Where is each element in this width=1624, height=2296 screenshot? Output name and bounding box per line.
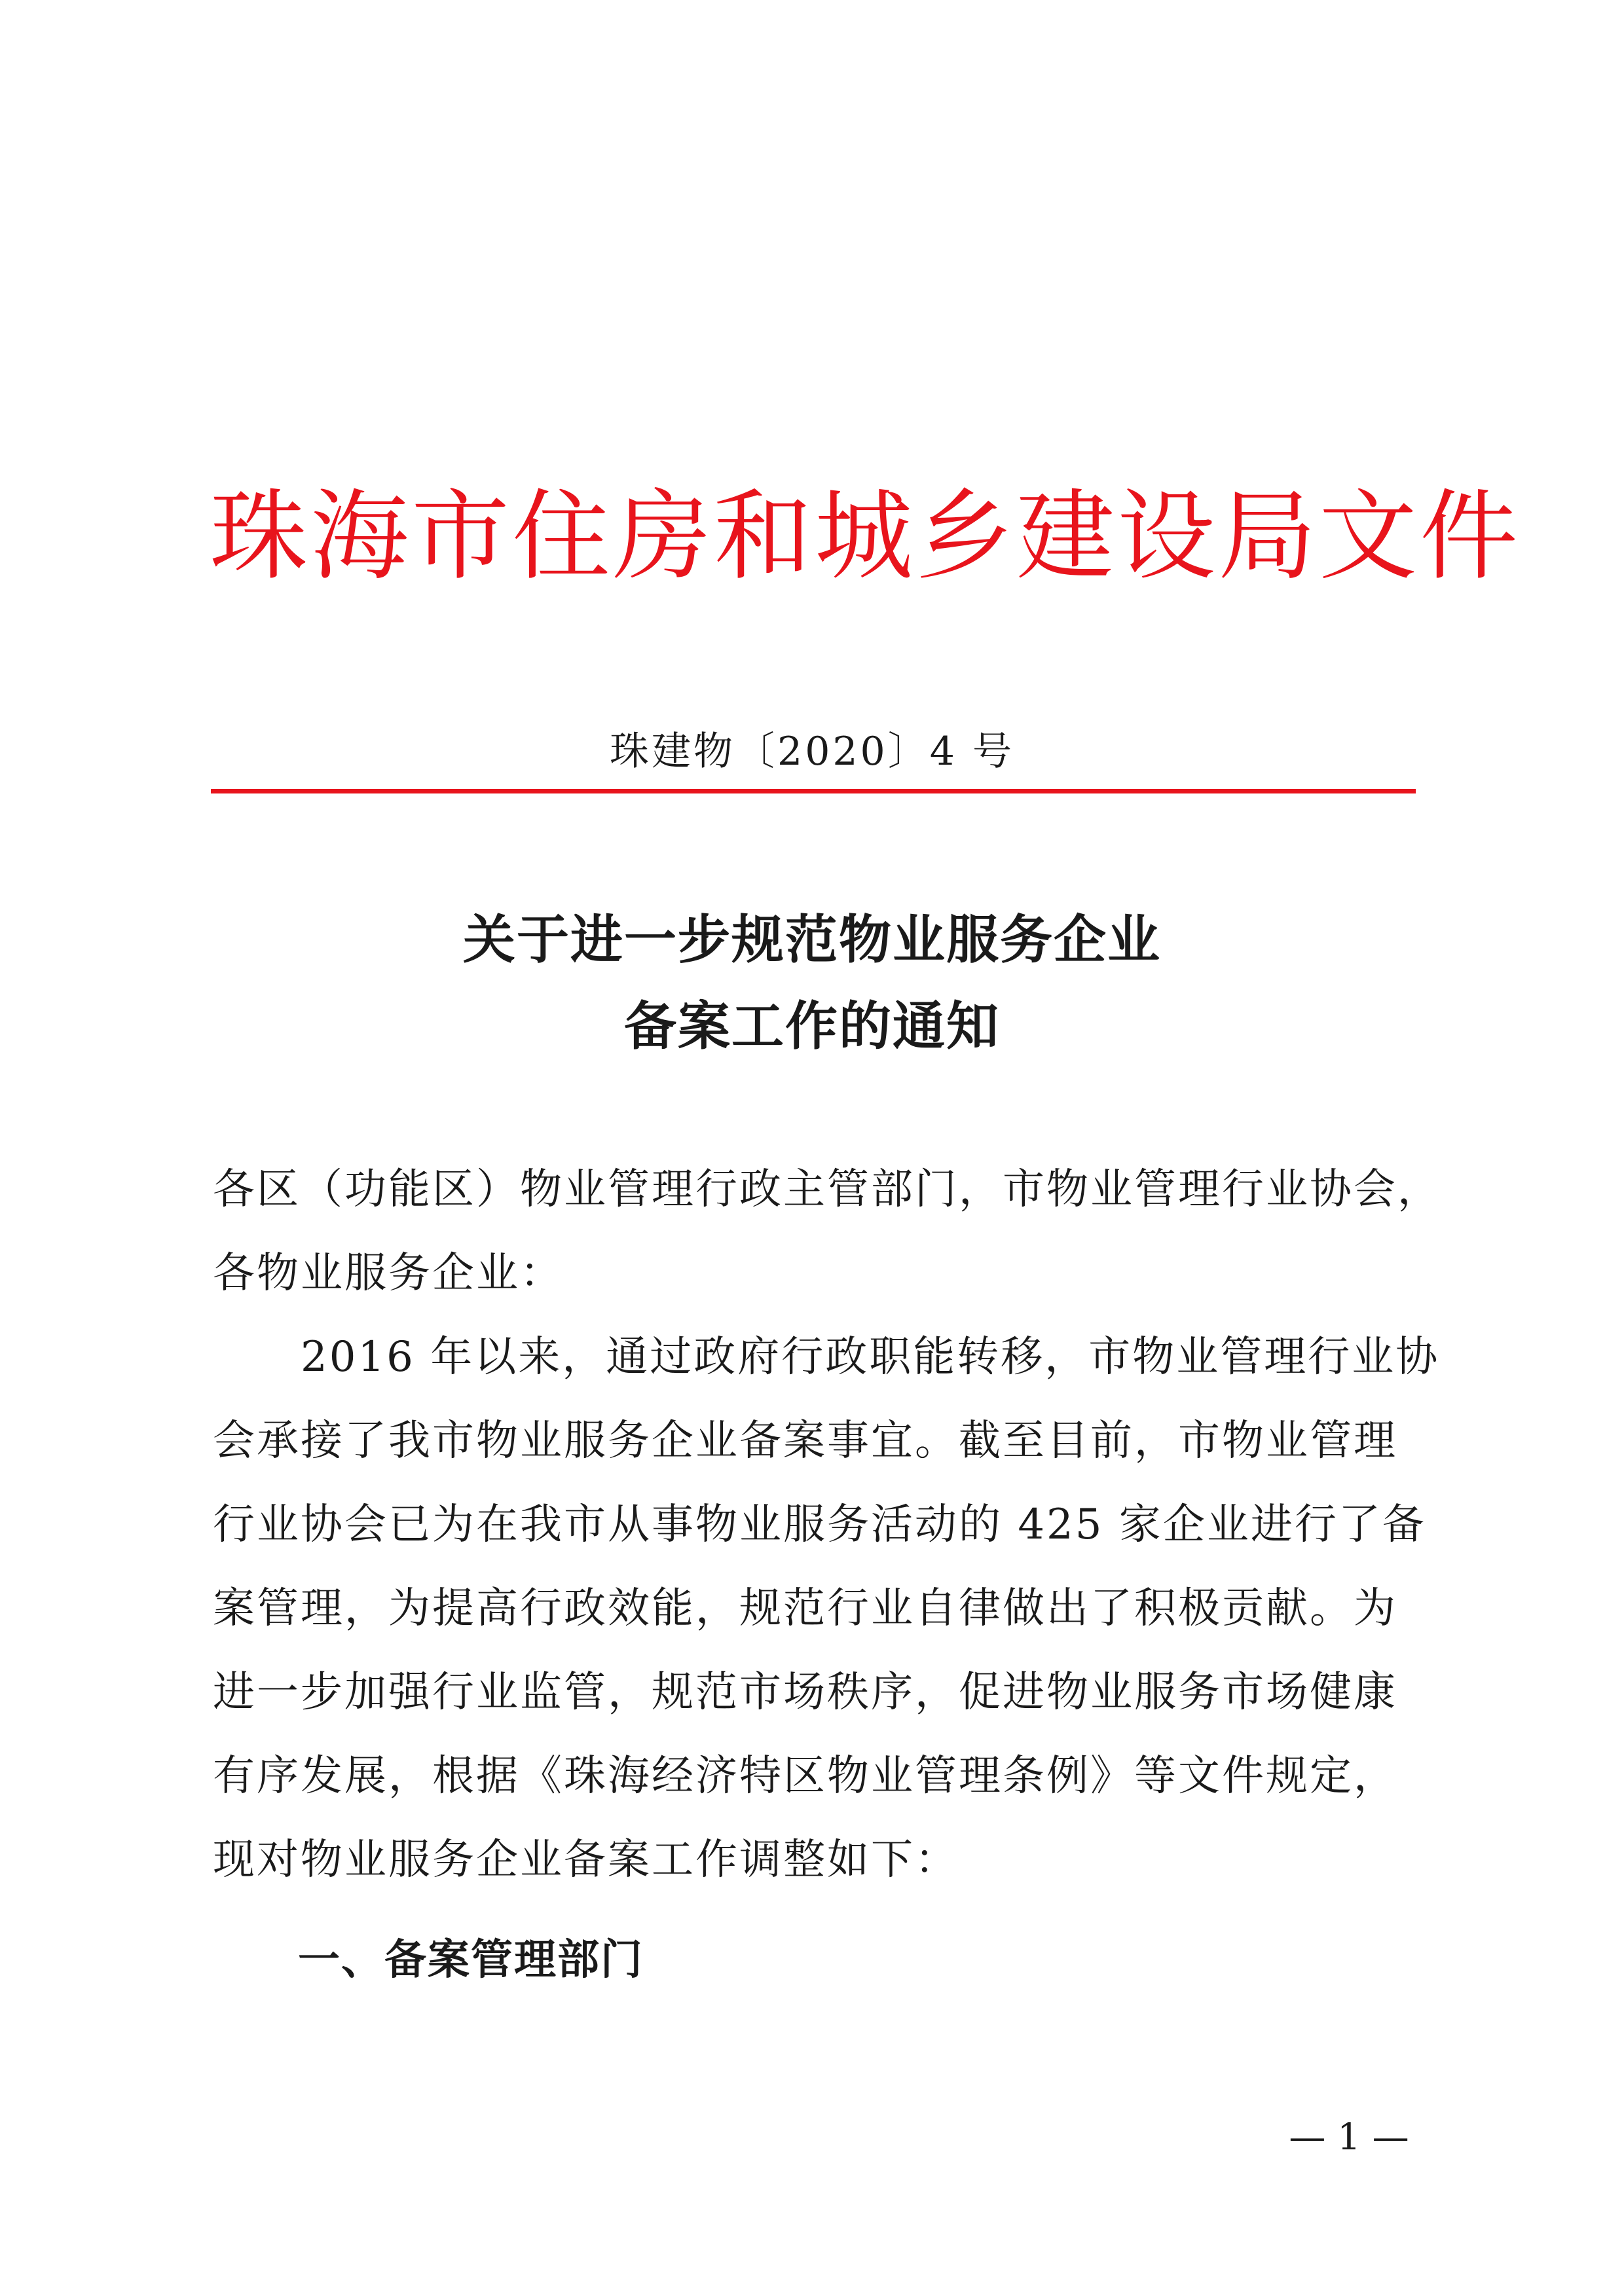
- red-divider-line: [211, 789, 1416, 793]
- body-line-addressee-1: 各区（功能区）物业管理行政主管部门，市物业管理行业协会，: [213, 1165, 1441, 1214]
- notice-title-line-2: 备案工作的通知: [624, 996, 1000, 1057]
- document-number: 珠建物〔2020〕4 号: [610, 729, 1014, 774]
- body-line-7: 进一步加强行业监管，规范市场秩序，促进物业服务市场健康: [213, 1668, 1397, 1717]
- notice-title: [210, 897, 1414, 1070]
- masthead-title: 珠海市住房和城乡建设局文件: [210, 480, 1521, 594]
- notice-title-line-1: 关于进一步规范物业服务企业: [463, 909, 1161, 970]
- body-line-4: 会承接了我市物业服务企业备案事宜。截至目前，市物业管理: [213, 1417, 1397, 1465]
- body-line-3: 2016 年以来，通过政府行政职能转移，市物业管理行业协: [213, 1333, 1440, 1381]
- body-line-5: 行业协会已为在我市从事物业服务活动的 425 家企业进行了备: [213, 1501, 1426, 1549]
- body-line-8: 有序发展，根据《珠海经济特区物业管理条例》等文件规定，: [213, 1752, 1397, 1800]
- page-number: — 1 —: [1289, 2116, 1409, 2159]
- body-line-addressee-2: 各物业服务企业：: [213, 1249, 564, 1298]
- body-line-6: 案管理，为提高行政效能，规范行业自律做出了积极贡献。为: [213, 1584, 1397, 1633]
- body-line-9: 现对物业服务企业备案工作调整如下：: [213, 1836, 959, 1884]
- section-heading-1: 一、备案管理部门: [298, 1936, 644, 1984]
